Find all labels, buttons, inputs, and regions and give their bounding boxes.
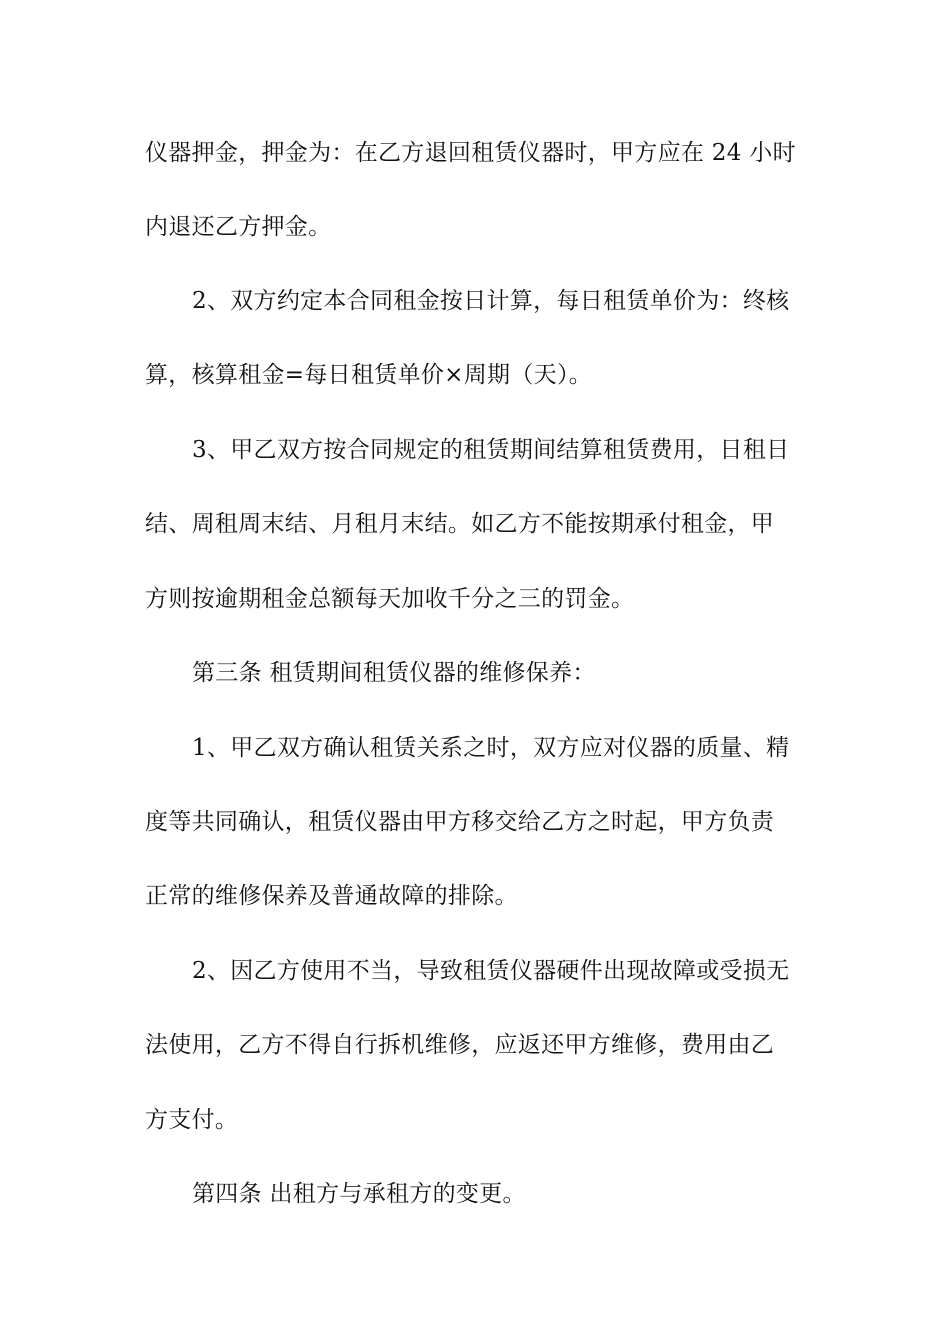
text-line-13: 法使用，乙方不得自行拆机维修，应返还甲方维修，费用由乙 — [145, 1032, 775, 1058]
text-line-14: 方支付。 — [145, 1107, 239, 1133]
section-heading-article-3: 第三条 租赁期间租赁仪器的维修保养： — [192, 660, 596, 686]
text-line-12: 2、因乙方使用不当，导致租赁仪器硬件出现故障或受损无 — [192, 958, 790, 984]
section-heading-article-4: 第四条 出租方与承租方的变更。 — [192, 1181, 526, 1207]
text-line-1: 仪器押金，押金为：在乙方退回租赁仪器时，甲方应在 24 小时 — [145, 140, 796, 166]
text-line-3: 2、双方约定本合同租金按日计算，每日租赁单价为：终核 — [192, 288, 790, 314]
text-line-9: 1、甲乙双方确认租赁关系之时，双方应对仪器的质量、精 — [192, 735, 790, 761]
text-line-11: 正常的维修保养及普通故障的排除。 — [145, 883, 518, 909]
text-line-2: 内退还乙方押金。 — [145, 214, 332, 240]
text-line-5: 3、甲乙双方按合同规定的租赁期间结算租赁费用，日租日 — [192, 437, 790, 463]
text-line-10: 度等共同确认，租赁仪器由甲方移交给乙方之时起，甲方负责 — [145, 809, 775, 835]
text-line-4: 算，核算租金=每日租赁单价×周期（天）。 — [145, 362, 593, 388]
text-line-7: 方则按逾期租金总额每天加收千分之三的罚金。 — [145, 586, 635, 612]
text-line-6: 结、周租周末结、月租月末结。如乙方不能按期承付租金，甲 — [145, 511, 775, 537]
